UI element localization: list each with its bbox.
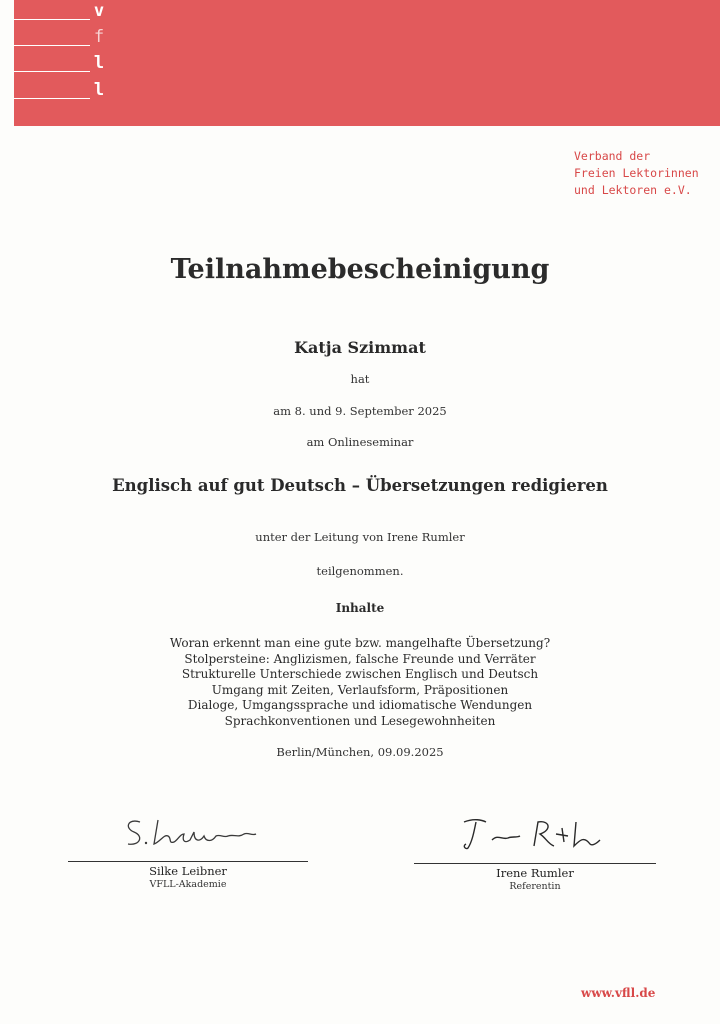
signature-image [120, 812, 260, 852]
contents-item: Sprachkonventionen und Lesegewohnheiten [224, 713, 496, 728]
logo-rule [14, 98, 90, 99]
organization-line: Freien Lektorinnen [574, 166, 699, 180]
organization-line: Verband der [574, 149, 651, 163]
logo-rule [14, 19, 90, 20]
signatory-name: Irene Rumler [496, 866, 574, 880]
contents-item: Woran erkennt man eine gute bzw. mangelhafte Übersetzung? [169, 636, 551, 650]
contents-item: Stolpersteine: Anglizismen, falsche Freunde und Verräter [184, 651, 536, 666]
signatory-left [68, 864, 308, 890]
seminar-title: Englisch auf gut Deutsch – Übersetzungen redigieren [112, 476, 608, 495]
certificate-title: Teilnahmebescheinigung [170, 254, 550, 285]
seminar-format: am Onlineseminar [306, 435, 414, 449]
signature-line [414, 863, 656, 864]
header-banner [14, 0, 720, 126]
contents-item: Umgang mit Zeiten, Verlaufsform, Präpositionen [211, 682, 509, 697]
website-url: www.vfll.de [581, 986, 656, 1000]
seminar-date: am 8. und 9. September 2025 [273, 404, 447, 418]
logo-letter: l [93, 80, 105, 100]
participant-name: Katja Szimmat [294, 338, 426, 357]
place-date: Berlin/München, 09.09.2025 [276, 745, 444, 759]
signatory-role: Referentin [509, 881, 561, 892]
logo-rule [14, 45, 90, 46]
logo-letter: l [93, 53, 105, 73]
signatory-role: VFLL-Akademie [149, 879, 227, 890]
signatory-name: Silke Leibner [149, 864, 227, 878]
connector-text: hat [350, 372, 370, 386]
signatory-right [414, 866, 656, 892]
participation-text: teilgenommen. [316, 564, 404, 578]
logo-letter: v [93, 1, 105, 21]
contents-list [0, 636, 720, 729]
logo-rule [14, 71, 90, 72]
signature-line [68, 861, 308, 862]
contents-item: Dialoge, Umgangssprache und idiomatische Wendungen [187, 698, 533, 712]
organization-name [574, 148, 699, 199]
organization-line: und Lektoren e.V. [574, 183, 692, 197]
contents-heading: Inhalte [335, 601, 385, 615]
logo-letter: f [93, 27, 105, 47]
contents-item: Strukturelle Unterschiede zwischen Englisch und Deutsch [181, 667, 539, 681]
seminar-leader: unter der Leitung von Irene Rumler [255, 530, 465, 544]
signature-image [460, 814, 610, 854]
